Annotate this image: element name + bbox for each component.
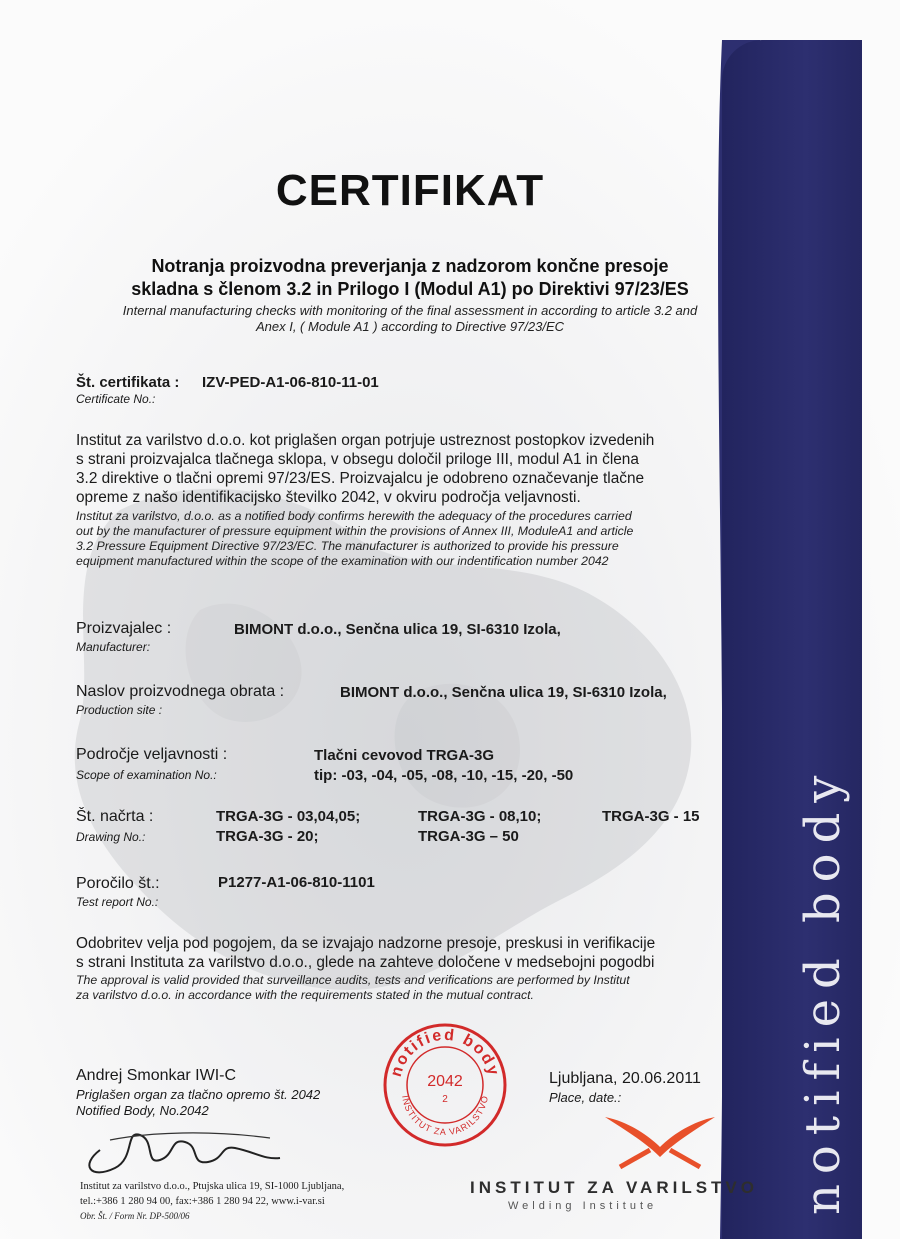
place-date-label-en: Place, date.: <box>549 1090 622 1105</box>
production-site-label: Naslov proizvodnega obrata : <box>76 683 285 700</box>
statement-en <box>76 509 756 569</box>
drawing-item: TRGA-3G - 15 <box>602 808 700 825</box>
footer-contact: tel.:+386 1 280 94 00, fax:+386 1 280 94 22, www.i-var.si <box>80 1196 325 1207</box>
subtitle-en-line-1: Internal manufacturing checks with monitoring of the final assessment in according to article 3.2 and <box>122 303 698 318</box>
scope-label: Področje veljavnosti : <box>76 746 228 763</box>
signature-image <box>70 1110 290 1180</box>
report-label: Poročilo št.: <box>76 875 160 892</box>
statement-sl-line: 3.2 direktive o tlačni opremi 97/23/ES. Proizvajalcu je odobreno označevanje tlačne <box>76 470 645 487</box>
drawing-item: TRGA-3G - 03,04,05; <box>216 808 361 825</box>
place-date: Ljubljana, 20.06.2011 <box>549 1070 701 1087</box>
approval-en <box>76 973 756 1003</box>
signatory-role-2: Notified Body, No.2042 <box>76 1103 209 1118</box>
production-site-value: BIMONT d.o.o., Senčna ulica 19, SI-6310 Izola, <box>340 684 667 701</box>
manufacturer-value: BIMONT d.o.o., Senčna ulica 19, SI-6310 Izola, <box>234 621 561 638</box>
subtitle-line-1: Notranja proizvodna preverjanja z nadzorom končne presoje <box>151 256 669 276</box>
approval-en-line: za varilstvo d.o.o. in accordance with the requirements stated in the mutual contract. <box>76 988 534 1002</box>
statement-sl-line: Institut za varilstvo d.o.o. kot priglašen organ potrjuje ustreznost postopkov izvedenih <box>76 432 655 449</box>
report-number: P1277-A1-06-810-1101 <box>218 874 375 891</box>
scope-value-line-2: tip: -03, -04, -05, -08, -10, -15, -20, -50 <box>314 767 574 784</box>
institute-subtitle: Welding Institute <box>508 1200 658 1212</box>
scope-value-line-1: Tlačni cevovod TRGA-3G <box>314 747 495 764</box>
scope-label-en: Scope of examination No.: <box>76 768 217 782</box>
stamp-top-text: notified body <box>387 1026 503 1079</box>
approval-sl-line: Odobritev velja pod pogojem, da se izvajajo nadzorne presoje, preskusi in verifikacije <box>76 935 656 952</box>
statement-en-line: 3.2 Pressure Equipment Directive 97/23/EC. The manufacturer is authorized to provide his pressure <box>76 539 619 553</box>
approval-en-line: The approval is valid provided that surveillance audits, tests and verifications are performed by Institut <box>76 973 630 987</box>
certificate-number: IZV-PED-A1-06-810-11-01 <box>202 374 379 391</box>
band-text: notified body <box>795 765 851 1215</box>
statement-en-line: equipment manufactured within the scope of the examination with our indentification number 2042 <box>76 554 609 568</box>
drawing-item: TRGA-3G - 20; <box>216 828 319 845</box>
statement-en-line: out by the manufacturer of pressure equipment within the provisions of Annex III, ModuleA1 and article <box>76 524 634 538</box>
svg-text:notified body <box>388 1027 502 1079</box>
page-title: CERTIFIKAT <box>275 166 545 215</box>
report-label-en: Test report No.: <box>76 895 159 909</box>
statement-sl-line: opreme z našo identifikacijsko številko 2042, v okviru področja veljavnosti. <box>76 489 581 506</box>
stamp-number: 2042 <box>427 1073 463 1090</box>
signatory-role-1: Priglašen organ za tlačno opremo št. 2042 <box>76 1087 321 1102</box>
drawing-item: TRGA-3G – 50 <box>418 828 519 845</box>
statement-en-line: Institut za varilstvo, d.o.o. as a notified body confirms herewith the adequacy of the procedures carried <box>76 509 632 523</box>
notified-body-stamp <box>380 1020 510 1150</box>
footer-address: Institut za varilstvo d.o.o., Ptujska ulica 19, SI-1000 Ljubljana, <box>80 1181 345 1192</box>
footer-form-number: Obr. Št. / Form Nr. DP-500/06 <box>80 1211 190 1221</box>
drawing-item: TRGA-3G - 08,10; <box>418 808 542 825</box>
subtitle-line-2: skladna s členom 3.2 in Prilogo I (Modul A1) po Direktivi 97/23/ES <box>131 279 689 299</box>
manufacturer-label-en: Manufacturer: <box>76 640 151 654</box>
approval-sl-line: s strani Instituta za varilstvo d.o.o., glede na zahteve določene v medsebojni pogodbi <box>76 954 655 971</box>
certificate-label: Št. certifikata : <box>76 374 180 391</box>
subtitle-en-line-2: Anex I, ( Module A1 ) according to Directive 97/23/EC <box>255 319 565 334</box>
institute-name: INSTITUT ZA VARILSTVO <box>470 1178 758 1197</box>
stamp-bottom-text: INSTITUT ZA VARILSTVO <box>400 1094 490 1138</box>
certificate-label-en: Certificate No.: <box>76 392 156 406</box>
approval-sl <box>76 934 756 972</box>
manufacturer-label: Proizvajalec : <box>76 620 172 637</box>
stamp-sub-number: 2 <box>442 1094 448 1105</box>
drawing-label: Št. načrta : <box>76 808 154 825</box>
statement-sl <box>76 431 756 507</box>
institute-logo-icon <box>600 1112 720 1172</box>
production-site-label-en: Production site : <box>76 703 163 717</box>
signatory-name: Andrej Smonkar IWI-C <box>76 1067 237 1084</box>
drawing-label-en: Drawing No.: <box>76 830 146 844</box>
statement-sl-line: s strani proizvajalca tlačnega sklopa, v obsegu določil priloge III, modul A1 in člena <box>76 451 639 468</box>
